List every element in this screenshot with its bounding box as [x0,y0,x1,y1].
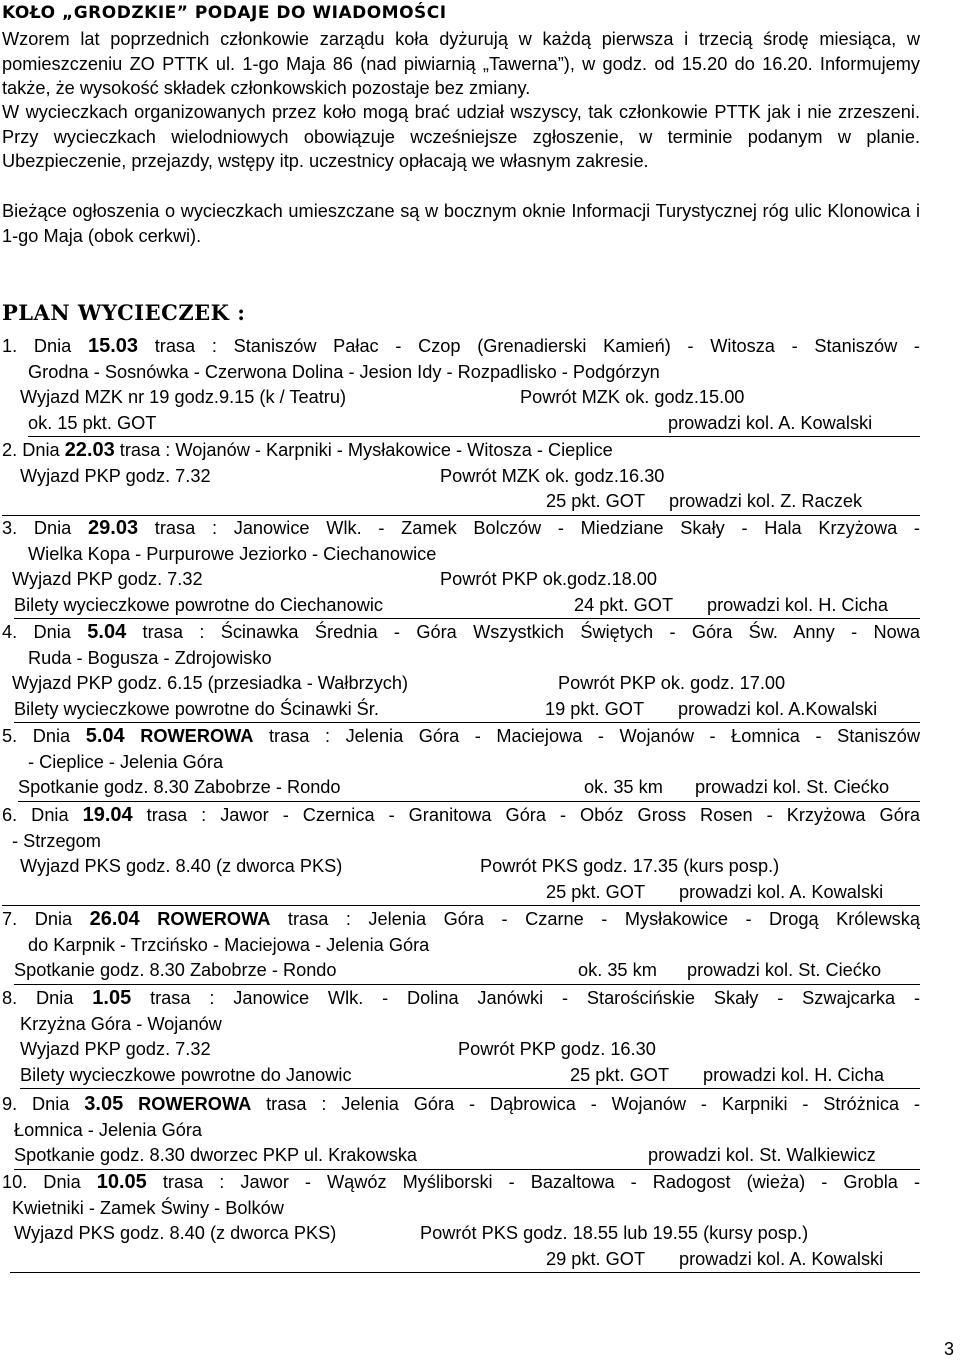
trip-route: trasa : Jelenia Góra - Maciejowa - Wojanów - Łomnica - Staniszów [253,726,921,746]
trip-meeting-point: Spotkanie godz. 8.30 Zabobrze - Rondo [14,960,337,980]
trip-month: .05 [119,1171,147,1193]
trip-leader: prowadzi kol. H. Cicha [703,1064,884,1085]
trip-return: Powrót PKP godz. 16.30 [458,1039,656,1059]
trip-number: 4. Dnia [2,622,88,642]
trip-route: trasa : Staniszów Pałac - Czop (Grenadierski Kamień) - Witosza - Staniszów - [138,336,920,356]
intro-paragraph-2: W wycieczkach organizowanych przez koło mogą brać udział wszyscy, tak członkowie PTTK jak i nie zrzeszeni. Przy wycieczkach wielodniowych obowiązuje wcześniejsze zgłoszenie, w terminie podanym w planie. Ubezpieczenie, przejazdy, wstępy itp. uczestnicy opłacają we własnym zakresie. [2,102,920,171]
trip-route-line-1 [2,724,920,750]
trip-route: trasa : Ścinawka Średnia - Góra Wszystkich Świętych - Góra Św. Anny - Nowa [126,622,920,642]
trip-route-line-1 [2,803,920,829]
trip-got-points: 25 pkt. GOT [570,1064,670,1085]
trip-route: trasa : Janowice Wlk. - Dolina Janówki - Starościńskie Skały - Szwajcarka - [131,988,921,1008]
trip-month: .04 [111,908,140,930]
trip-day: 26 [89,908,112,930]
trip-day: 29 [88,517,111,539]
trip-number: 8. Dnia [2,988,93,1008]
trip-info-line [14,593,920,620]
trip-departure: Wyjazd PKP godz. 6.15 (przesiadka - Wałbrzych) [12,673,409,693]
trip-10 [2,1170,920,1273]
intro-paragraph-1: Wzorem lat poprzednich członkowie zarządu koła dyżurują w każdą pierwsza i trzecią środę miesiąca, w pomieszczeniu ZO PTTK ul. 1-go Maja 86 (nad piwiarnią „Tawerna”), w godz. od 15.20 do 16.20. Informujemy także, że wysokość składek członkowskich pozostaje bez zmiany. [2,29,920,98]
trip-leader: prowadzi kol. H. Cicha [707,594,888,615]
trip-got-points: ok. 15 pkt. GOT [28,412,157,433]
trip-day: 1 [92,987,104,1009]
trip-route-line-2: do Karpnik - Trzcińsko - Maciejowa - Jelenia Góra [28,934,430,955]
trip-route: trasa : Jelenia Góra - Dąbrowica - Wojanów - Karpniki - Stróżnica - [251,1094,920,1114]
trip-route-line-2: Grodna - Sosnówka - Czerwona Dolina - Jesion Idy - Rozpadlisko - Podgórzyn [28,361,660,382]
trip-info-line [10,1247,920,1274]
trip-distance: ok. 35 km [584,777,663,797]
trip-leader: prowadzi kol. A. Kowalski [679,1248,884,1269]
trip-type-label: ROWEROWA [138,1094,252,1114]
trip-info-line [14,697,920,724]
trip-info-line [2,880,920,907]
trip-type-label: ROWEROWA [140,726,254,746]
trip-route-line-1 [2,907,920,933]
trip-leader: prowadzi kol. St. Ciećko [687,960,882,980]
trip-day: 19 [82,804,105,826]
trip-ticket-info: Bilety wycieczkowe powrotne do Ciechanowic [14,594,383,615]
trip-type-label: ROWEROWA [157,909,271,929]
trip-month: .03 [110,335,139,357]
trip-got-points: 25 pkt. GOT [546,491,646,511]
trip-month: .04 [98,621,127,643]
trip-number: 2. Dnia [2,440,65,460]
trip-leader: prowadzi kol. A.Kowalski [678,698,878,719]
page-number: 3 [943,1339,954,1359]
trip-route-line-1 [2,1170,920,1196]
trip-got-points: 25 pkt. GOT [546,881,646,902]
trip-departure: Wyjazd PKS godz. 8.40 (z dworca PKS) [14,1223,337,1243]
trip-number: 9. Dnia [2,1094,85,1114]
trip-day: 5 [87,621,99,643]
trip-transport-line [2,567,920,593]
trip-departure: Wyjazd MZK nr 19 godz.9.15 (k / Teatru) [20,387,346,407]
trip-route-line-1 [2,1092,920,1118]
trip-month: .03 [86,439,115,461]
trip-route: trasa : Jelenia Góra - Czarne - Mysłakowice - Drogą Królewską [270,909,920,929]
trip-route-line-1 [2,620,920,646]
trip-6 [2,803,920,906]
trip-number: 6. Dnia [2,805,83,825]
trip-route: trasa : Wojanów - Karpniki - Mysłakowice - Witosza - Cieplice [114,440,613,460]
trip-route-line-1 [2,334,920,360]
trip-return: Powrót PKS godz. 18.55 lub 19.55 (kursy posp.) [420,1223,809,1243]
intro-paragraph-3: Bieżące ogłoszenia o wycieczkach umieszczane są w bocznym oknie Informacji Turystycznej róg ulic Klonowica i 1-go Maja (obok cerkwi). [2,201,920,246]
plan-heading: PLAN WYCIECZEK : [2,300,246,325]
trip-meeting-point: Spotkanie godz. 8.30 dworzec PKP ul. Krakowska [14,1145,418,1165]
trip-return: Powrót PKS godz. 17.35 (kurs posp.) [480,856,780,876]
trip-got-points: 19 pkt. GOT [545,698,645,719]
trip-transport-line [2,464,920,490]
trip-transport-line [2,1037,920,1063]
trip-month: .04 [96,725,125,747]
trip-info-line [18,775,920,802]
trip-8 [2,986,920,1089]
trip-route-line-1 [2,516,920,542]
trip-transport-line [2,385,920,411]
trip-departure: Wyjazd PKP godz. 7.32 [20,465,211,486]
trip-9 [2,1092,920,1170]
trip-ticket-info: Bilety wycieczkowe powrotne do Ścinawki Śr. [14,698,379,719]
trip-day: 5 [85,725,97,747]
trip-distance: ok. 35 km [578,960,657,980]
trip-leader: prowadzi kol. A. Kowalski [679,881,884,902]
trip-day: 10 [96,1171,119,1193]
trip-4 [2,620,920,723]
trip-route: trasa : Janowice Wlk. - Zamek Bolczów - Miedziane Skały - Hala Krzyżowa - [138,518,920,538]
trip-return: Powrót PKP ok. godz. 17.00 [558,673,786,693]
trip-route: trasa : Jawor - Wąwóz Myśliborski - Bazaltowa - Radogost (wieża) - Grobla - [146,1172,920,1192]
trip-ticket-info: Bilety wycieczkowe powrotne do Janowic [20,1064,352,1085]
trip-route: trasa : Jawor - Czernica - Granitowa Góra - Obóz Gross Rosen - Krzyżowa Góra [132,805,920,825]
trip-return: Powrót MZK ok. godz.16.30 [440,465,665,486]
trip-info-line [14,1143,920,1170]
trip-2 [2,438,920,516]
trip-number: 3. Dnia [2,518,89,538]
trip-route-line-1 [2,986,920,1012]
trip-month: .05 [103,987,132,1009]
trip-1 [2,334,920,437]
trip-got-points: 24 pkt. GOT [574,594,674,615]
trip-day: 15 [87,335,111,357]
trip-leader: prowadzi kol. A. Kowalski [668,412,873,433]
trip-month: .05 [95,1093,124,1115]
trip-got-points: 29 pkt. GOT [546,1248,646,1269]
trip-transport-line [2,1221,920,1247]
trip-departure: Wyjazd PKP godz. 7.32 [12,569,203,589]
trip-route-line-2: Ruda - Bogusza - Zdrojowisko [28,647,272,668]
trip-departure: Wyjazd PKS godz. 8.40 (z dworca PKS) [20,856,343,876]
trip-leader: prowadzi kol. St. Ciećko [695,777,890,797]
trip-5 [2,724,920,802]
trip-return: Powrót MZK ok. godz.15.00 [520,387,745,407]
trip-info-line [14,958,920,985]
trip-day: 22 [64,439,87,461]
trip-route-line-2: Łomnica - Jelenia Góra [14,1119,203,1140]
trip-number: 7. Dnia [2,909,90,929]
trip-number: 5. Dnia [2,726,86,746]
trip-number: 1. Dnia [2,336,88,356]
trip-info-line [28,411,920,438]
trip-transport-line [2,671,920,697]
trip-route-line-2: Kwietniki - Zamek Świny - Bolków [12,1197,284,1218]
trip-transport-line [2,854,920,880]
trip-route-line-1 [2,438,920,464]
trip-route-line-2: Wielka Kopa - Purpurowe Jeziorko - Ciechanowice [28,543,437,564]
trip-number: 10. Dnia [2,1172,97,1192]
trip-day: 3 [84,1093,96,1115]
trip-departure: Wyjazd PKP godz. 7.32 [20,1039,211,1059]
trip-leader: prowadzi kol. St. Walkiewicz [648,1145,876,1165]
trip-month: .03 [110,517,139,539]
trip-meeting-point: Spotkanie godz. 8.30 Zabobrze - Rondo [18,777,341,797]
trip-leader: prowadzi kol. Z. Raczek [669,491,863,511]
trip-route-line-2: - Cieplice - Jelenia Góra [28,751,224,772]
trip-route-line-2: - Strzegom [12,830,101,851]
trip-7 [2,907,920,985]
trip-info-line [2,489,920,516]
trip-route-line-2: Krzyżna Góra - Wojanów [20,1013,222,1034]
trip-info-line [20,1063,920,1090]
trip-return: Powrót PKP ok.godz.18.00 [440,569,658,589]
announcement-heading: KOŁO „GRODZKIE” PODAJE DO WIADOMOŚCI [2,3,447,23]
trip-month: .04 [104,804,133,826]
trip-3 [2,516,920,619]
